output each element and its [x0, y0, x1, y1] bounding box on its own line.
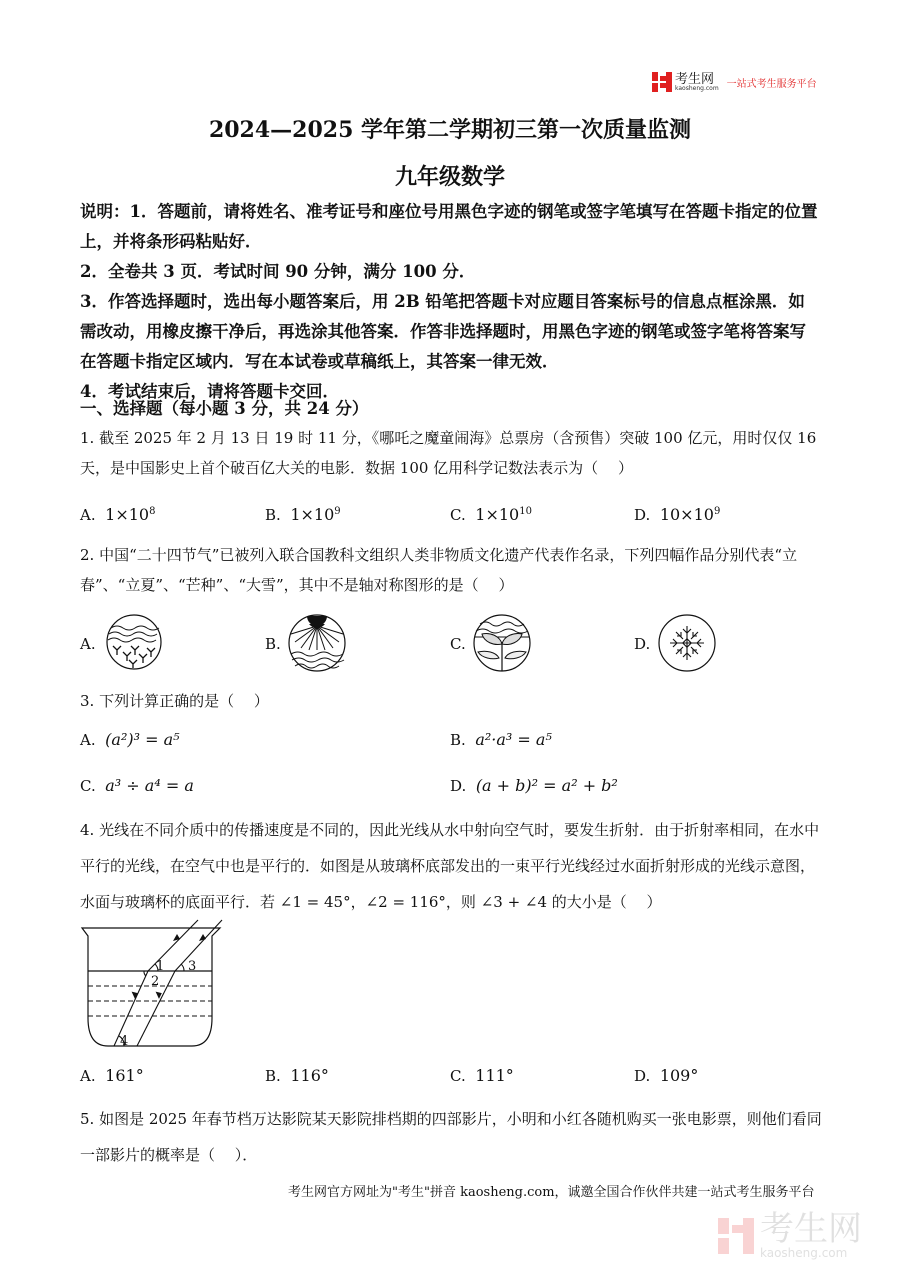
angle-4-label: 4 [120, 1034, 129, 1049]
q2-option-c-label: C. [450, 635, 466, 653]
lichun-emblem [105, 612, 163, 672]
watermark-domain: kaosheng.com [760, 1246, 848, 1260]
q4-option-d: D. 109° [634, 1066, 699, 1085]
kaosheng-logo [652, 72, 817, 92]
section-heading: 一、选择题（每小题 3 分，共 24 分） [80, 399, 369, 418]
q3-option-d: D. (a + b)² = a² + b² [450, 776, 618, 795]
angle-2-label: 2 [151, 974, 160, 989]
q3-option-b: B. a²·a³ = a⁵ [450, 730, 552, 749]
logo-name: 考生网 [675, 71, 715, 87]
q2-option-b-label: B. [265, 635, 281, 653]
q4-option-a: A. 161° [80, 1066, 144, 1085]
question-4-stem: 4. 光线在不同介质中的传播速度是不同的，因此光线从水中射向空气时，要发生折射．由于折射率相同，在水中平行的光线，在空气中也是平行的．如图是从玻璃杯底部发出的一束平行光线经过水面折射形成的光线示意图，水面与玻璃杯的底面平行．若 ∠1 = 45°，∠2 = 116°，则 ∠3 + ∠4 的大小是（ ） [80, 821, 820, 911]
exam-subject: 九年级数学 [394, 164, 505, 190]
q1-option-b: B. $1\times 10^9$ [265, 505, 341, 524]
logo-slogan: 一站式考生服务平台 [726, 78, 817, 90]
instruction-3: 3．作答选择题时，选出每小题答案后，用 2B 铅笔把答题卡对应题目答案标号的信息点框涂黑．如需改动，用橡皮擦干净后，再选涂其他答案．作答非选择题时，用黑色字迹的钢笔或签字笔将答案写在答题卡指定区域内．写在本试卷或草稿纸上，其答案一律无效． [80, 292, 806, 371]
angle-3-label: 3 [188, 959, 197, 974]
q2-option-d-label: D. [634, 635, 651, 653]
q3-option-a: A. (a²)³ = a⁵ [80, 730, 180, 749]
page-footer: 考生网官方网址为"考生"拼音 kaosheng.com，诚邀全国合作伙伴共建一站式考生服务平台 [288, 1185, 815, 1200]
instruction-4: 4．考试结束后，请将答题卡交回． [80, 382, 339, 401]
q1-option-c: C. $1\times 10^{10}$ [450, 505, 532, 524]
q1-option-d: D. $10\times 10^9$ [634, 505, 721, 524]
instruction-1: 说明：1．答题前，请将姓名、准考证号和座位号用黑色字迹的钢笔或签字笔填写在答题卡指定的位置上，并将条形码粘贴好． [80, 202, 818, 251]
q4-option-b: B. 116° [265, 1066, 329, 1085]
logo-domain: kaosheng.com [675, 84, 719, 92]
kaosheng-logo-icon [652, 72, 672, 92]
question-5-stem: 5. 如图是 2025 年春节档万达影院某天影院排档期的四部影片，小明和小红各随机购买一张电影票，则他们看同一部影片的概率是（ ）． [80, 1110, 822, 1164]
lixia-emblem [287, 612, 347, 674]
daxue-emblem [657, 612, 717, 674]
instruction-2: 2．全卷共 3 页．考试时间 90 分钟，满分 100 分． [80, 262, 476, 281]
watermark-logo-icon [718, 1218, 754, 1254]
q2-option-a-label: A. [80, 635, 96, 653]
mangzhong-emblem [472, 612, 532, 674]
q3-option-c: C. a³ ÷ a⁴ = a [80, 776, 194, 795]
angle-1-label: 1 [156, 959, 165, 974]
glass-refraction-figure [80, 918, 260, 1053]
question-3-stem: 3. 下列计算正确的是（ ） [80, 692, 269, 710]
q1-option-a: A. $1\times 10^8$ [80, 505, 156, 524]
watermark-name: 考生网 [760, 1209, 862, 1249]
q4-option-c: C. 111° [450, 1066, 514, 1085]
kaosheng-watermark [718, 1209, 862, 1260]
question-2-stem: 2. 中国“二十四节气”已被列入联合国教科文组织人类非物质文化遗产代表作名录，下列四幅作品分别代表“立春”、“立夏”、“芒种”、“大雪”，其中不是轴对称图形的是（ ） [80, 546, 798, 594]
exam-title: 2024—2025 学年第二学期初三第一次质量监测 [208, 117, 692, 143]
question-1-stem: 1. 截至 2025 年 2 月 13 日 19 时 11 分，《哪吒之魔童闹海》总票房（含预售）突破 100 亿元，用时仅仅 16 天，是中国影史上首个破百亿大关的电影．数据 100 亿用科学记数法表示为（ ） [80, 429, 817, 477]
